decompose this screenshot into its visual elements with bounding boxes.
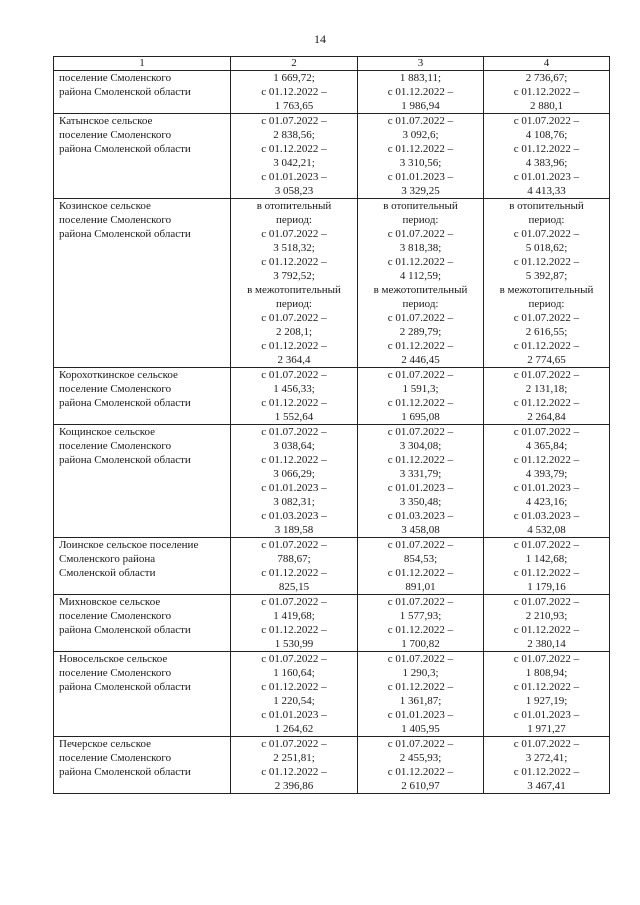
tariff-line: 2 455,93; [399,752,442,764]
table-header [54,57,610,71]
settlement-name-cell [54,368,231,425]
settlement-name-line: поселение Смоленского [59,214,172,226]
settlement-name-line: Новосельское сельское [59,653,168,665]
tariff-line: 3 818,38; [399,242,442,254]
tariff-line: с 01.12.2022 – [387,397,454,409]
tariff-cell-col4 [484,538,610,595]
tariff-line: с 01.07.2022 – [513,539,580,551]
column-header-1: 1 [54,57,231,71]
tariff-line: 1 361,87; [399,695,442,707]
tariff-line: 2 131,18; [525,383,568,395]
tariff-line: с 01.07.2022 – [261,369,327,381]
tariff-line: с 01.07.2022 – [513,115,580,127]
tariff-line: 3 066,29; [273,468,315,480]
tariff-cell-col2 [231,652,358,737]
tariff-line: с 01.07.2022 – [513,312,580,324]
tariff-line: период: [276,298,312,310]
tariff-line: 3 038,64; [273,440,315,452]
settlement-name-line: Кощинское сельское [59,426,156,438]
settlement-name-line: района Смоленской области [59,86,191,98]
tariff-line: 1 179,16 [527,581,566,593]
settlement-name-line: поселение Смоленского [59,610,172,622]
tariff-line: с 01.01.2023 – [261,482,327,494]
tariff-cell-col4 [484,368,610,425]
tariff-line: с 01.12.2022 – [261,143,327,155]
tariff-line: с 01.01.2023 – [513,482,580,494]
settlement-name-cell [54,199,231,368]
tariff-line: в межотопительный [247,284,341,296]
tariff-line: с 01.07.2022 – [261,426,327,438]
tariff-line: 1 700,82 [401,638,440,650]
tariff-line: с 01.01.2023 – [387,171,454,183]
tariff-cell-col4 [484,652,610,737]
tariff-line: 1 927,19; [525,695,568,707]
tariff-cell-col4 [484,425,610,538]
tariff-cell-col3 [358,538,484,595]
settlement-name-line: Михновское сельское [59,596,161,608]
tariff-line: с 01.01.2023 – [513,171,580,183]
tariff-line: с 01.07.2022 – [387,369,454,381]
tariff-line: 5 018,62; [525,242,568,254]
tariff-line: с 01.12.2022 – [513,256,580,268]
tariff-line: с 01.12.2022 – [513,454,580,466]
tariff-table [53,56,610,794]
tariff-line: с 01.01.2023 – [387,709,454,721]
tariff-line: 2 364,4 [277,354,311,366]
tariff-cell-col4 [484,71,610,114]
tariff-line: с 01.07.2022 – [387,653,454,665]
table-row [54,737,610,794]
settlement-name-cell [54,114,231,199]
tariff-line: с 01.12.2022 – [261,86,327,98]
tariff-line: с 01.07.2022 – [261,738,327,750]
tariff-line: 825,15 [278,581,310,593]
tariff-line: 1 220,54; [273,695,315,707]
tariff-line: с 01.12.2022 – [261,624,327,636]
table-row [54,425,610,538]
tariff-line: с 01.07.2022 – [513,738,580,750]
tariff-line: в отопительный [509,200,584,212]
tariff-cell-col3 [358,425,484,538]
tariff-line: 2 264,84 [527,411,566,423]
tariff-line: 4 383,96; [525,157,568,169]
settlement-name-line: Смоленской области [59,567,156,579]
tariff-line: 4 112,59; [399,270,442,282]
tariff-cell-col3 [358,595,484,652]
tariff-cell-col3 [358,737,484,794]
tariff-line: 3 792,52; [273,270,315,282]
tariff-line: 2 880,1 [530,100,563,112]
tariff-line: с 01.12.2022 – [513,624,580,636]
tariff-line: с 01.03.2023 – [387,510,454,522]
settlement-name-line: района Смоленской области [59,143,191,155]
tariff-line: период: [402,214,439,226]
tariff-line: 3 458,08 [401,524,440,536]
settlement-name-line: района Смоленской области [59,766,191,778]
settlement-name-line: района Смоленской области [59,228,191,240]
tariff-cell-col4 [484,199,610,368]
tariff-line: 1 264,62 [274,723,314,735]
tariff-line: 2 396,86 [274,780,314,792]
settlement-name-cell [54,652,231,737]
tariff-line: 4 393,79; [525,468,568,480]
tariff-line: 1 552,64 [274,411,314,423]
tariff-line: с 01.07.2022 – [387,426,454,438]
tariff-line: с 01.12.2022 – [261,454,327,466]
settlement-name-line: поселение Смоленского [59,667,172,679]
tariff-line: 1 405,95 [401,723,440,735]
tariff-line: 1 160,64; [273,667,315,679]
tariff-line: с 01.07.2022 – [261,312,327,324]
tariff-line: 3 518,32; [273,242,315,254]
table-row [54,538,610,595]
tariff-line: 1 695,08 [401,411,440,423]
tariff-line: период: [528,298,565,310]
tariff-line: с 01.12.2022 – [387,454,454,466]
table-row [54,71,610,114]
settlement-name-line: Козинское сельское [59,200,151,212]
tariff-line: с 01.12.2022 – [513,766,580,778]
tariff-cell-col4 [484,737,610,794]
tariff-line: с 01.07.2022 – [261,115,327,127]
tariff-line: с 01.07.2022 – [387,738,454,750]
page-number: 14 [314,32,326,46]
tariff-line: 1 808,94; [525,667,568,679]
tariff-line: 1 290,3; [402,667,439,679]
settlement-name-cell [54,595,231,652]
tariff-line: с 01.12.2022 – [387,143,454,155]
tariff-line: 3 189,58 [274,524,314,536]
tariff-line: с 01.12.2022 – [261,681,327,693]
settlement-name-line: Смоленского района [59,553,156,565]
tariff-line: с 01.07.2022 – [513,426,580,438]
tariff-line: 1 456,33; [273,383,315,395]
table-body [54,71,610,794]
tariff-line: 3 304,08; [399,440,442,452]
tariff-line: с 01.12.2022 – [513,143,580,155]
header-row [54,57,610,71]
tariff-line: 1 530,99 [274,638,314,650]
tariff-line: с 01.12.2022 – [261,766,327,778]
tariff-line: 1 971,27 [527,723,566,735]
tariff-line: 3 467,41 [527,780,566,792]
settlement-name-cell [54,538,231,595]
tariff-line: 891,01 [405,581,436,593]
tariff-line: с 01.07.2022 – [387,115,454,127]
tariff-line: с 01.12.2022 – [261,340,327,352]
tariff-cell-col2 [231,114,358,199]
tariff-line: с 01.12.2022 – [513,340,580,352]
settlement-name-line: Лоинское сельское поселение [59,539,199,551]
tariff-line: 3 329,25 [401,185,440,197]
tariff-line: с 01.12.2022 – [387,567,454,579]
tariff-line: 1 669,72; [273,72,315,84]
tariff-line: 4 413,33 [527,185,566,197]
tariff-line: 2 208,1; [275,326,313,338]
tariff-line: с 01.12.2022 – [387,766,454,778]
tariff-cell-col3 [358,114,484,199]
tariff-line: 2 616,55; [525,326,568,338]
tariff-line: с 01.07.2022 – [387,312,454,324]
tariff-line: в межотопительный [373,284,468,296]
tariff-cell-col2 [231,737,358,794]
tariff-line: с 01.07.2022 – [261,539,327,551]
tariff-line: с 01.12.2022 – [513,397,580,409]
tariff-line: 1 763,65 [274,100,314,112]
tariff-line: 5 392,87; [525,270,568,282]
tariff-line: с 01.12.2022 – [513,681,580,693]
tariff-line: 854,53; [403,553,438,565]
tariff-line: 2 380,14 [527,638,566,650]
tariff-line: 2 610,97 [401,780,440,792]
tariff-line: 3 272,41; [525,752,568,764]
tariff-line: 3 350,48; [399,496,442,508]
tariff-line: 2 251,81; [273,752,315,764]
tariff-line: с 01.07.2022 – [513,596,580,608]
tariff-line: 1 883,11; [399,72,442,84]
settlement-name-line: поселение Смоленского [59,440,172,452]
settlement-name-line: Катынское сельское [59,115,153,127]
settlement-name-line: района Смоленской области [59,681,191,693]
tariff-line: период: [276,214,312,226]
tariff-line: 2 774,65 [527,354,566,366]
tariff-line: 3 092,6; [402,129,439,141]
tariff-line: с 01.12.2022 – [513,567,580,579]
settlement-name-line: района Смоленской области [59,397,191,409]
settlement-name-line: поселение Смоленского [59,383,172,395]
table-row [54,114,610,199]
tariff-line: 2 446,45 [401,354,440,366]
tariff-cell-col4 [484,595,610,652]
tariff-cell-col3 [358,71,484,114]
tariff-line: с 01.07.2022 – [513,228,580,240]
tariff-line: с 01.01.2023 – [261,709,327,721]
tariff-cell-col2 [231,538,358,595]
tariff-line: с 01.12.2022 – [387,86,454,98]
tariff-line: 1 142,68; [525,553,568,565]
settlement-name-line: района Смоленской области [59,624,191,636]
tariff-line: с 01.07.2022 – [387,596,454,608]
settlement-name-line: поселение Смоленского [59,752,172,764]
tariff-line: 2 289,79; [399,326,442,338]
tariff-line: с 01.07.2022 – [261,596,327,608]
settlement-name-cell [54,71,231,114]
tariff-line: с 01.01.2023 – [513,709,580,721]
tariff-line: период: [528,214,565,226]
tariff-line: период: [402,298,439,310]
tariff-line: с 01.07.2022 – [261,653,327,665]
tariff-line: с 01.12.2022 – [387,340,454,352]
tariff-line: с 01.12.2022 – [387,256,454,268]
tariff-line: 1 419,68; [273,610,315,622]
tariff-line: с 01.12.2022 – [513,86,580,98]
settlement-name-cell [54,425,231,538]
tariff-line: в отопительный [383,200,458,212]
tariff-line: с 01.12.2022 – [387,681,454,693]
tariff-line: с 01.07.2022 – [387,539,454,551]
tariff-cell-col3 [358,652,484,737]
settlement-name-line: района Смоленской области [59,454,191,466]
tariff-cell-col3 [358,368,484,425]
table-row [54,368,610,425]
column-header-4: 4 [484,57,610,71]
tariff-line: 4 108,76; [525,129,568,141]
tariff-line: 1 591,3; [402,383,439,395]
tariff-cell-col2 [231,199,358,368]
tariff-line: с 01.03.2023 – [261,510,327,522]
tariff-line: с 01.12.2022 – [261,397,327,409]
tariff-line: с 01.01.2023 – [261,171,327,183]
tariff-line: 3 058,23 [274,185,314,197]
settlement-name-line: поселение Смоленского [59,129,172,141]
column-header-2: 2 [231,57,358,71]
tariff-line: 3 042,21; [273,157,315,169]
settlement-name-line: Корохоткинское сельское [59,369,178,381]
tariff-cell-col2 [231,368,358,425]
tariff-line: с 01.12.2022 – [261,256,327,268]
table-row [54,595,610,652]
tariff-line: 1 577,93; [399,610,442,622]
tariff-line: с 01.12.2022 – [261,567,327,579]
tariff-line: с 01.12.2022 – [387,624,454,636]
settlement-name-cell [54,737,231,794]
tariff-line: с 01.01.2023 – [387,482,454,494]
tariff-line: 2 736,67; [525,72,568,84]
tariff-line: 2 210,93; [525,610,568,622]
tariff-line: 788,67; [277,553,311,565]
tariff-line: с 01.07.2022 – [513,653,580,665]
tariff-line: 4 365,84; [525,440,568,452]
tariff-line: с 01.07.2022 – [513,369,580,381]
tariff-cell-col2 [231,425,358,538]
tariff-line: в отопительный [256,200,332,212]
settlement-name-line: Печерское сельское [59,738,151,750]
tariff-line: 3 082,31; [273,496,315,508]
tariff-line: 2 838,56; [273,129,315,141]
tariff-cell-col3 [358,199,484,368]
table-row [54,652,610,737]
tariff-cell-col2 [231,595,358,652]
tariff-line: в межотопительный [499,284,594,296]
tariff-line: 4 532,08 [527,524,566,536]
tariff-cell-col2 [231,71,358,114]
tariff-line: с 01.07.2022 – [387,228,454,240]
column-header-3: 3 [358,57,484,71]
tariff-line: 3 310,56; [399,157,442,169]
settlement-name-line: поселение Смоленского [59,72,172,84]
tariff-line: 4 423,16; [525,496,568,508]
tariff-line: с 01.03.2023 – [513,510,580,522]
tariff-line: с 01.07.2022 – [261,228,327,240]
tariff-line: 3 331,79; [399,468,442,480]
table-row [54,199,610,368]
tariff-cell-col4 [484,114,610,199]
tariff-line: 1 986,94 [401,100,440,112]
